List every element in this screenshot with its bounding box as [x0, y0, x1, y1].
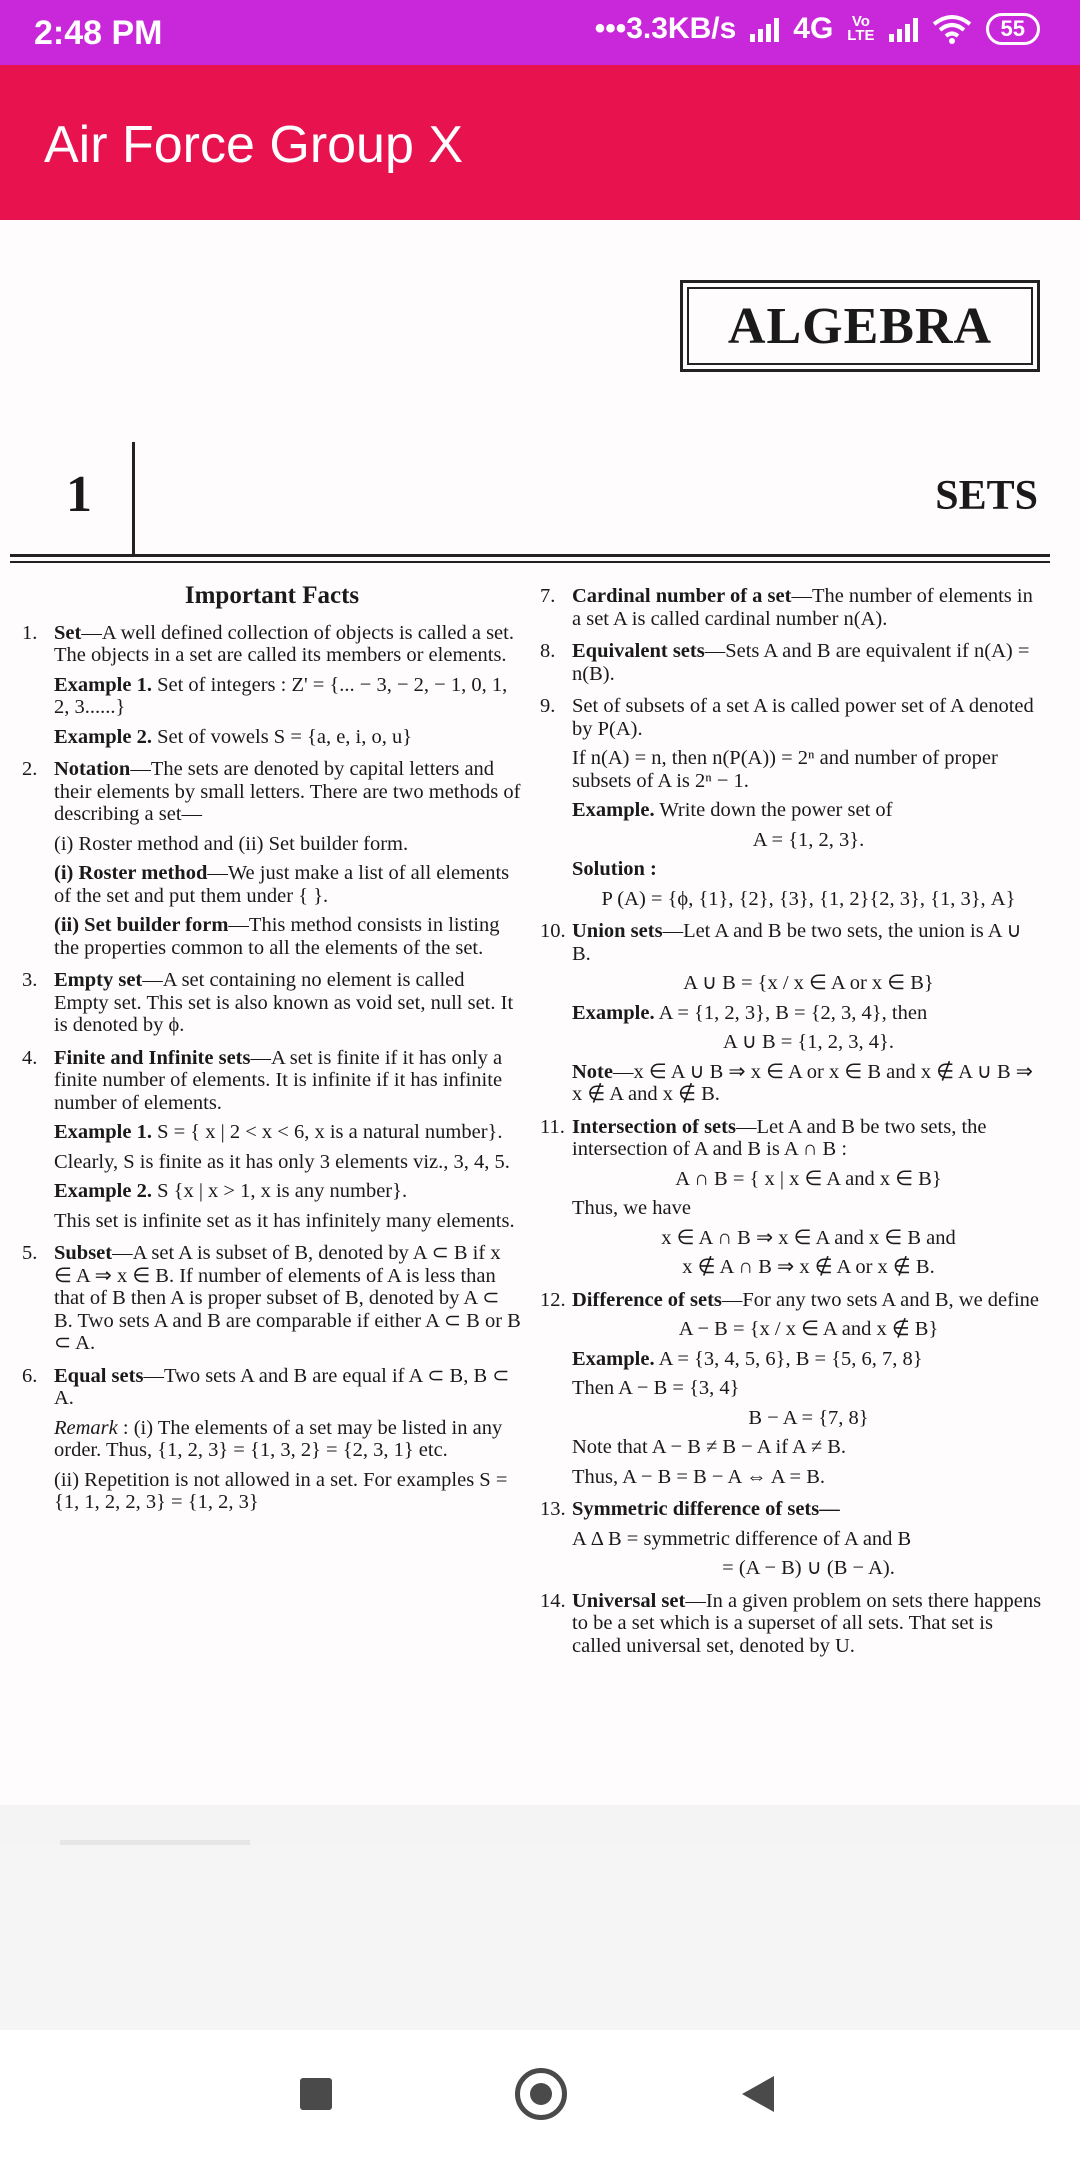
subject-title: ALGEBRA: [687, 287, 1033, 365]
right-column: [540, 585, 1045, 1667]
fact-item: 8. Equivalent sets—Sets A and B are equivalent if n(A) = n(B).: [540, 640, 1030, 685]
subject-box: [680, 280, 1040, 372]
recent-apps-icon[interactable]: [300, 2078, 332, 2110]
fact-item: 1. Set—A well defined collection of objects is called a set. The objects in a set are called its members or elements. Example 1. Set of integers : Z' = {... − 3, − 2, − 1, 0, 1, 2, 3......} Example 2. Set of vowels S = {a, e, i, o, u}: [22, 621, 514, 748]
fact-item: 5. Subset—A set A is subset of B, denoted by A ⊂ B if x ∈ A ⇒ x ∈ B. If number of elements of A is less than that of B then A is proper subset of B, denoted by A ⊂ B. Two sets A and B are comparable if either A ⊂ B or B ⊂ A.: [22, 1242, 521, 1354]
fact-item: 7. Cardinal number of a set—The number of elements in a set A is called cardinal number n(A).: [540, 585, 1033, 630]
fact-item: 4. Finite and Infinite sets—A set is finite if it has only a finite number of elements. It is infinite if it has infinite number of elements. Example 1. S = { x | 2 < x < 6, x is a natural number}. Clearly, S is finite as it has only 3 elements viz., 3, 4, 5. Example 2. S {x | x > 1, x is any number}. This set is infinite set as it has infinitely many elements.: [22, 1046, 515, 1232]
chapter-divider: [132, 442, 135, 554]
section-heading: Important Facts: [184, 582, 360, 609]
wifi-icon: [932, 14, 972, 44]
fact-item: 10. Union sets—Let A and B be two sets, the union is A ∪ B. A ∪ B = {x / x ∈ A or x ∈ B} Example. A = {1, 2, 3}, B = {2, 3, 4}, then A ∪ B = {1, 2, 3, 4}. Note—x ∈ A ∪ B ⇒ x ∈ A or x ∈ B and x ∉ A ∪ B ⇒ x ∉ A and x ∉ B.: [540, 920, 1033, 1105]
fact-item: 11. Intersection of sets—Let A and B be two sets, the intersection of A and B is A ∩ B : A ∩ B = { x | x ∈ A and x ∈ B} Thus, we have x ∈ A ∩ B ⇒ x ∈ A and x ∈ B and x ∉ A ∩ B ⇒ x ∉ A or x ∉ B.: [540, 1115, 987, 1278]
signal-icon: [750, 16, 779, 42]
fact-item: 12. Difference of sets—For any two sets A and B, we define A − B = {x / x ∈ A and x ∉ B} Example. A = {3, 4, 5, 6}, B = {5, 6, 7, 8} Then A − B = {3, 4} B − A = {7, 8} Note that A − B ≠ B − A if A ≠ B. Thus, A − B = B − A ⇔ A = B.: [540, 1288, 1040, 1488]
home-icon-dot: [530, 2083, 552, 2105]
chapter-number: 1: [66, 466, 92, 523]
app-title: Air Force Group X: [44, 116, 464, 174]
volte-icon: Vo LTE: [847, 13, 875, 44]
battery-icon: 55: [986, 13, 1040, 45]
home-icon[interactable]: [515, 2068, 567, 2120]
fact-item: 2. Notation—The sets are denoted by capital letters and their elements by small letters. There are two methods of describing a set— (i) Roster method and (ii) Set builder form. (i) Roster method—We just make a list of all elements of the set and put them under { }. (ii) Set builder form—This method consists in listing the properties common to all the elements of the set.: [22, 758, 521, 959]
fact-item: 6. Equal sets—Two sets A and B are equal if A ⊂ B, B ⊂ A. Remark : (i) The elements of a set may be listed in any order. Thus, {1, 2, 3} = {1, 3, 2} = {2, 3, 1} etc. (ii) Repetition is not allowed in a set. For examples S = {1, 1, 2, 2, 3} = {1, 2, 3}: [22, 1364, 510, 1513]
fact-item: 13. Symmetric difference of sets— A Δ B = symmetric difference of A and B = (A − B) ∪ (B − A).: [540, 1498, 912, 1579]
network-speed: •••3.3KB/s: [594, 12, 737, 45]
fact-item: 14. Universal set—In a given problem on sets there happens to be a set which is a superset of all sets. That set is called universal set, denoted by U.: [540, 1589, 1042, 1657]
status-bar: [0, 0, 1080, 65]
status-icons: [595, 12, 1040, 46]
back-icon[interactable]: [742, 2076, 774, 2112]
blank-area: [0, 1845, 1080, 2030]
chapter-rule-2: [10, 561, 1050, 563]
fact-item: 9. Set of subsets of a set A is called power set of A denoted by P(A). If n(A) = n, then n(P(A)) = 2ⁿ and number of proper subsets of A is 2ⁿ − 1. Example. Write down the power set of A = {1, 2, 3}. Solution : P (A) = {ϕ, {1}, {2}, {3}, {1, 2}{2, 3}, {1, 3}, A}: [540, 695, 1034, 910]
fact-item: 3. Empty set—A set containing no element is called Empty set. This set is also known as void set, null set. It is denoted by ϕ.: [22, 969, 514, 1036]
signal-icon-2: [889, 16, 918, 42]
chapter-rule: [10, 554, 1050, 557]
page-bottom-fade: [0, 1805, 1080, 1845]
left-column: [22, 582, 522, 1524]
chapter-title: SETS: [935, 473, 1038, 519]
network-type: 4G: [793, 12, 834, 45]
status-time: 2:48 PM: [34, 14, 163, 52]
app-bar: [0, 65, 1080, 220]
page-content[interactable]: [0, 220, 1080, 1845]
